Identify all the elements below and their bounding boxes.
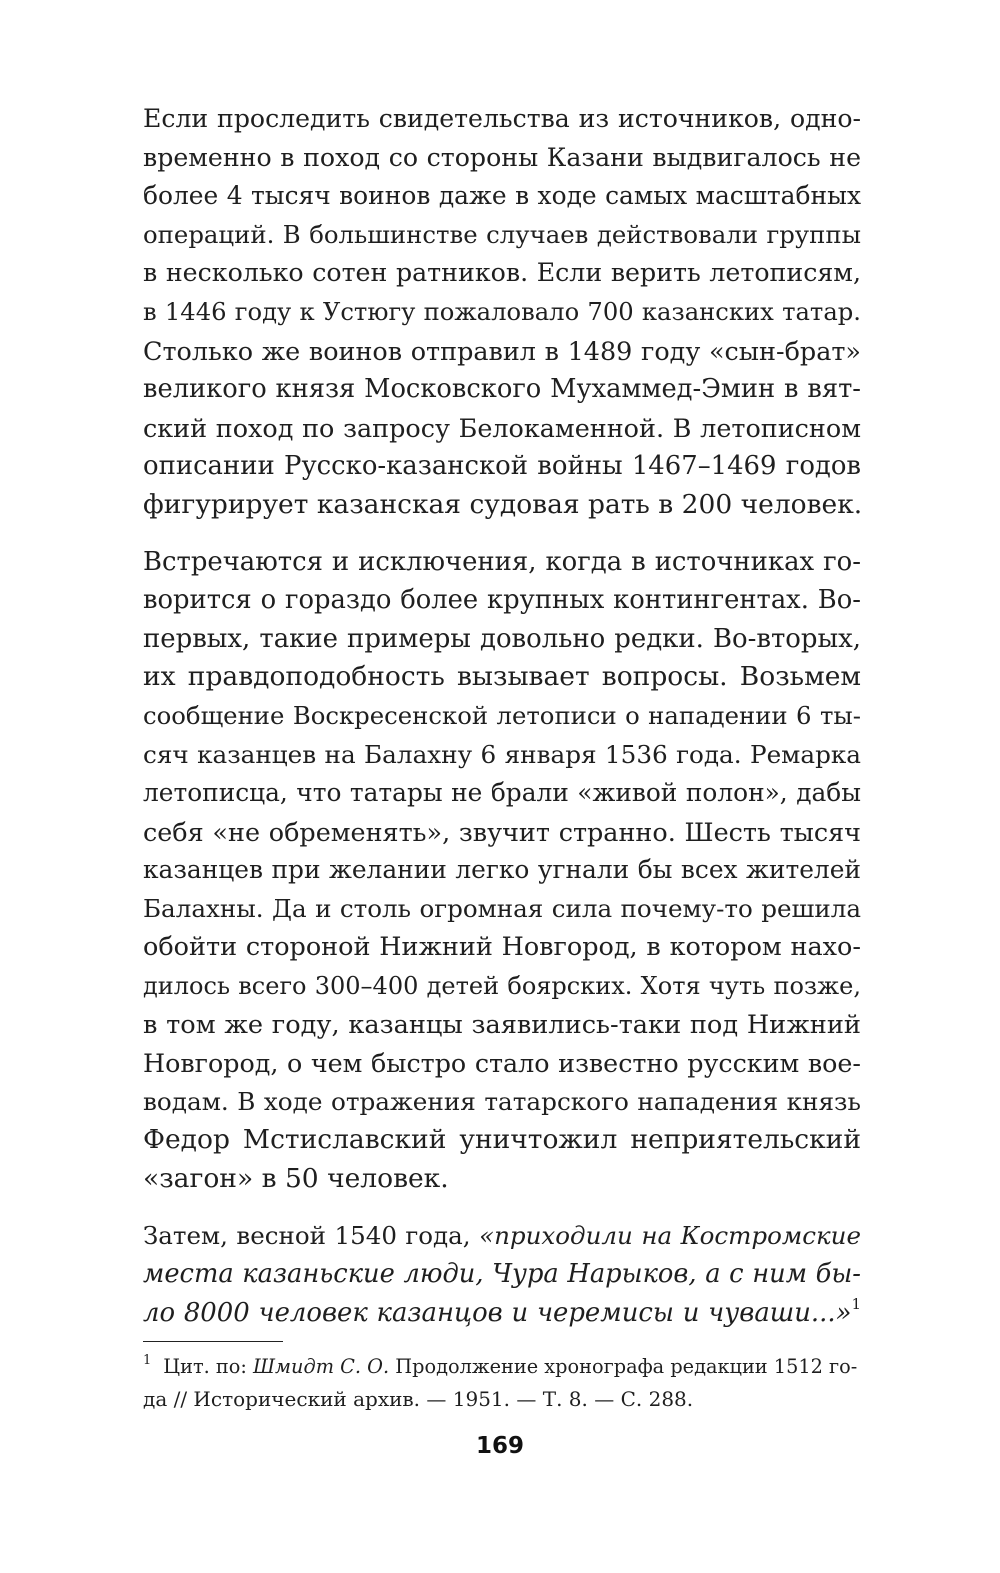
paragraph-1 bbox=[143, 100, 861, 525]
quote-line-last bbox=[143, 1294, 861, 1333]
text-line: Если проследить свидетельства из источников, одно- bbox=[143, 104, 861, 133]
footnote-mark: 1 bbox=[143, 1353, 152, 1368]
text-line: в 1446 году к Устюгу пожаловало 700 казанских татар. bbox=[143, 296, 861, 326]
text-line: обойти стороной Нижний Новгород, в котором нахо- bbox=[143, 932, 861, 963]
footnote-separator bbox=[143, 1341, 283, 1342]
text-line: «загон» в 50 человек. bbox=[143, 1163, 449, 1195]
text-line: временно в поход со стороны Казани выдвигалось не bbox=[143, 142, 861, 172]
footnote-title: Продолжение хронографа редакции 1512 го- bbox=[389, 1355, 858, 1378]
text-line: летописца, что татары не брали «живой полон», дабы bbox=[143, 778, 861, 808]
text-line: сяч казанцев на Балахну 6 января 1536 года. Ремарка bbox=[143, 739, 861, 769]
page-body bbox=[143, 100, 861, 1332]
text-line: фигурирует казанская судовая рать в 200 человек. bbox=[143, 488, 863, 520]
text-line: первых, такие примеры довольно редки. Во-вторых, bbox=[143, 623, 861, 654]
text-line: Федор Мстиславский уничтожил неприятельский bbox=[143, 1124, 861, 1156]
footnote-reference[interactable]: 1 bbox=[851, 1294, 861, 1313]
text-line: казанцев при желании легко угнали бы всех жителей bbox=[143, 855, 861, 885]
text-line: в том же году, казанцы заявились-таки под Нижний bbox=[143, 1009, 861, 1040]
text-line: водам. В ходе отражения татарского нападения князь bbox=[143, 1086, 861, 1116]
text-line: более 4 тысяч воинов даже в ходе самых масштабных bbox=[143, 181, 861, 211]
text-line: дилось всего 300–400 детей боярских. Хотя чуть позже, bbox=[143, 972, 861, 1001]
text-line: великого князя Московского Мухаммед-Эмин в вят- bbox=[143, 374, 861, 405]
text-line bbox=[143, 1217, 861, 1256]
text-line: Встречаются и исключения, когда в источниках го- bbox=[143, 546, 861, 577]
text-line: ский поход по запросу Белокаменной. В летописном bbox=[143, 412, 861, 443]
quote-text: ло 8000 человек казанцов и черемисы и чуваши...» bbox=[143, 1297, 852, 1328]
footnote-line bbox=[143, 1350, 861, 1383]
text-line: Столько же воинов отправил в 1489 году «сын-брат» bbox=[143, 335, 861, 366]
text-line: Новгород, о чем быстро стало известно русским вое- bbox=[143, 1048, 861, 1079]
paragraph-2 bbox=[143, 543, 861, 1199]
text-line: операций. В большинстве случаев действовали группы bbox=[143, 219, 861, 249]
page-number: 169 bbox=[475, 1433, 524, 1459]
quote-text: «приходили на Костромские bbox=[479, 1220, 861, 1250]
paragraph-3 bbox=[143, 1217, 861, 1333]
text-line: Балахны. Да и столь огромная сила почему-то решила bbox=[143, 893, 861, 923]
footnote bbox=[143, 1350, 861, 1416]
paragraph-3-intro: Затем, весной 1540 года, bbox=[143, 1220, 480, 1250]
text-line: себя «не обременять», звучит странно. Шесть тысяч bbox=[143, 816, 861, 847]
quote-line: места казаньские люди, Чура Нарыков, а с ним бы- bbox=[143, 1259, 861, 1290]
text-line: их правдоподобность вызывает вопросы. Возьмем bbox=[143, 661, 861, 693]
footnote-author: Шмидт С. О. bbox=[253, 1355, 390, 1378]
footnote-prefix: Цит. по: bbox=[163, 1355, 254, 1378]
text-line: сообщение Воскресенской летописи о нападении 6 ты- bbox=[143, 700, 861, 730]
text-line: ворится о гораздо более крупных контингентах. Во- bbox=[143, 585, 861, 616]
text-line: описании Русско-казанской войны 1467–1469 годов bbox=[143, 451, 861, 482]
text-line: в несколько сотен ратников. Если верить летописям, bbox=[143, 258, 861, 288]
footnote-line: да // Исторический архив. — 1951. — Т. 8. — С. 288. bbox=[143, 1387, 694, 1411]
